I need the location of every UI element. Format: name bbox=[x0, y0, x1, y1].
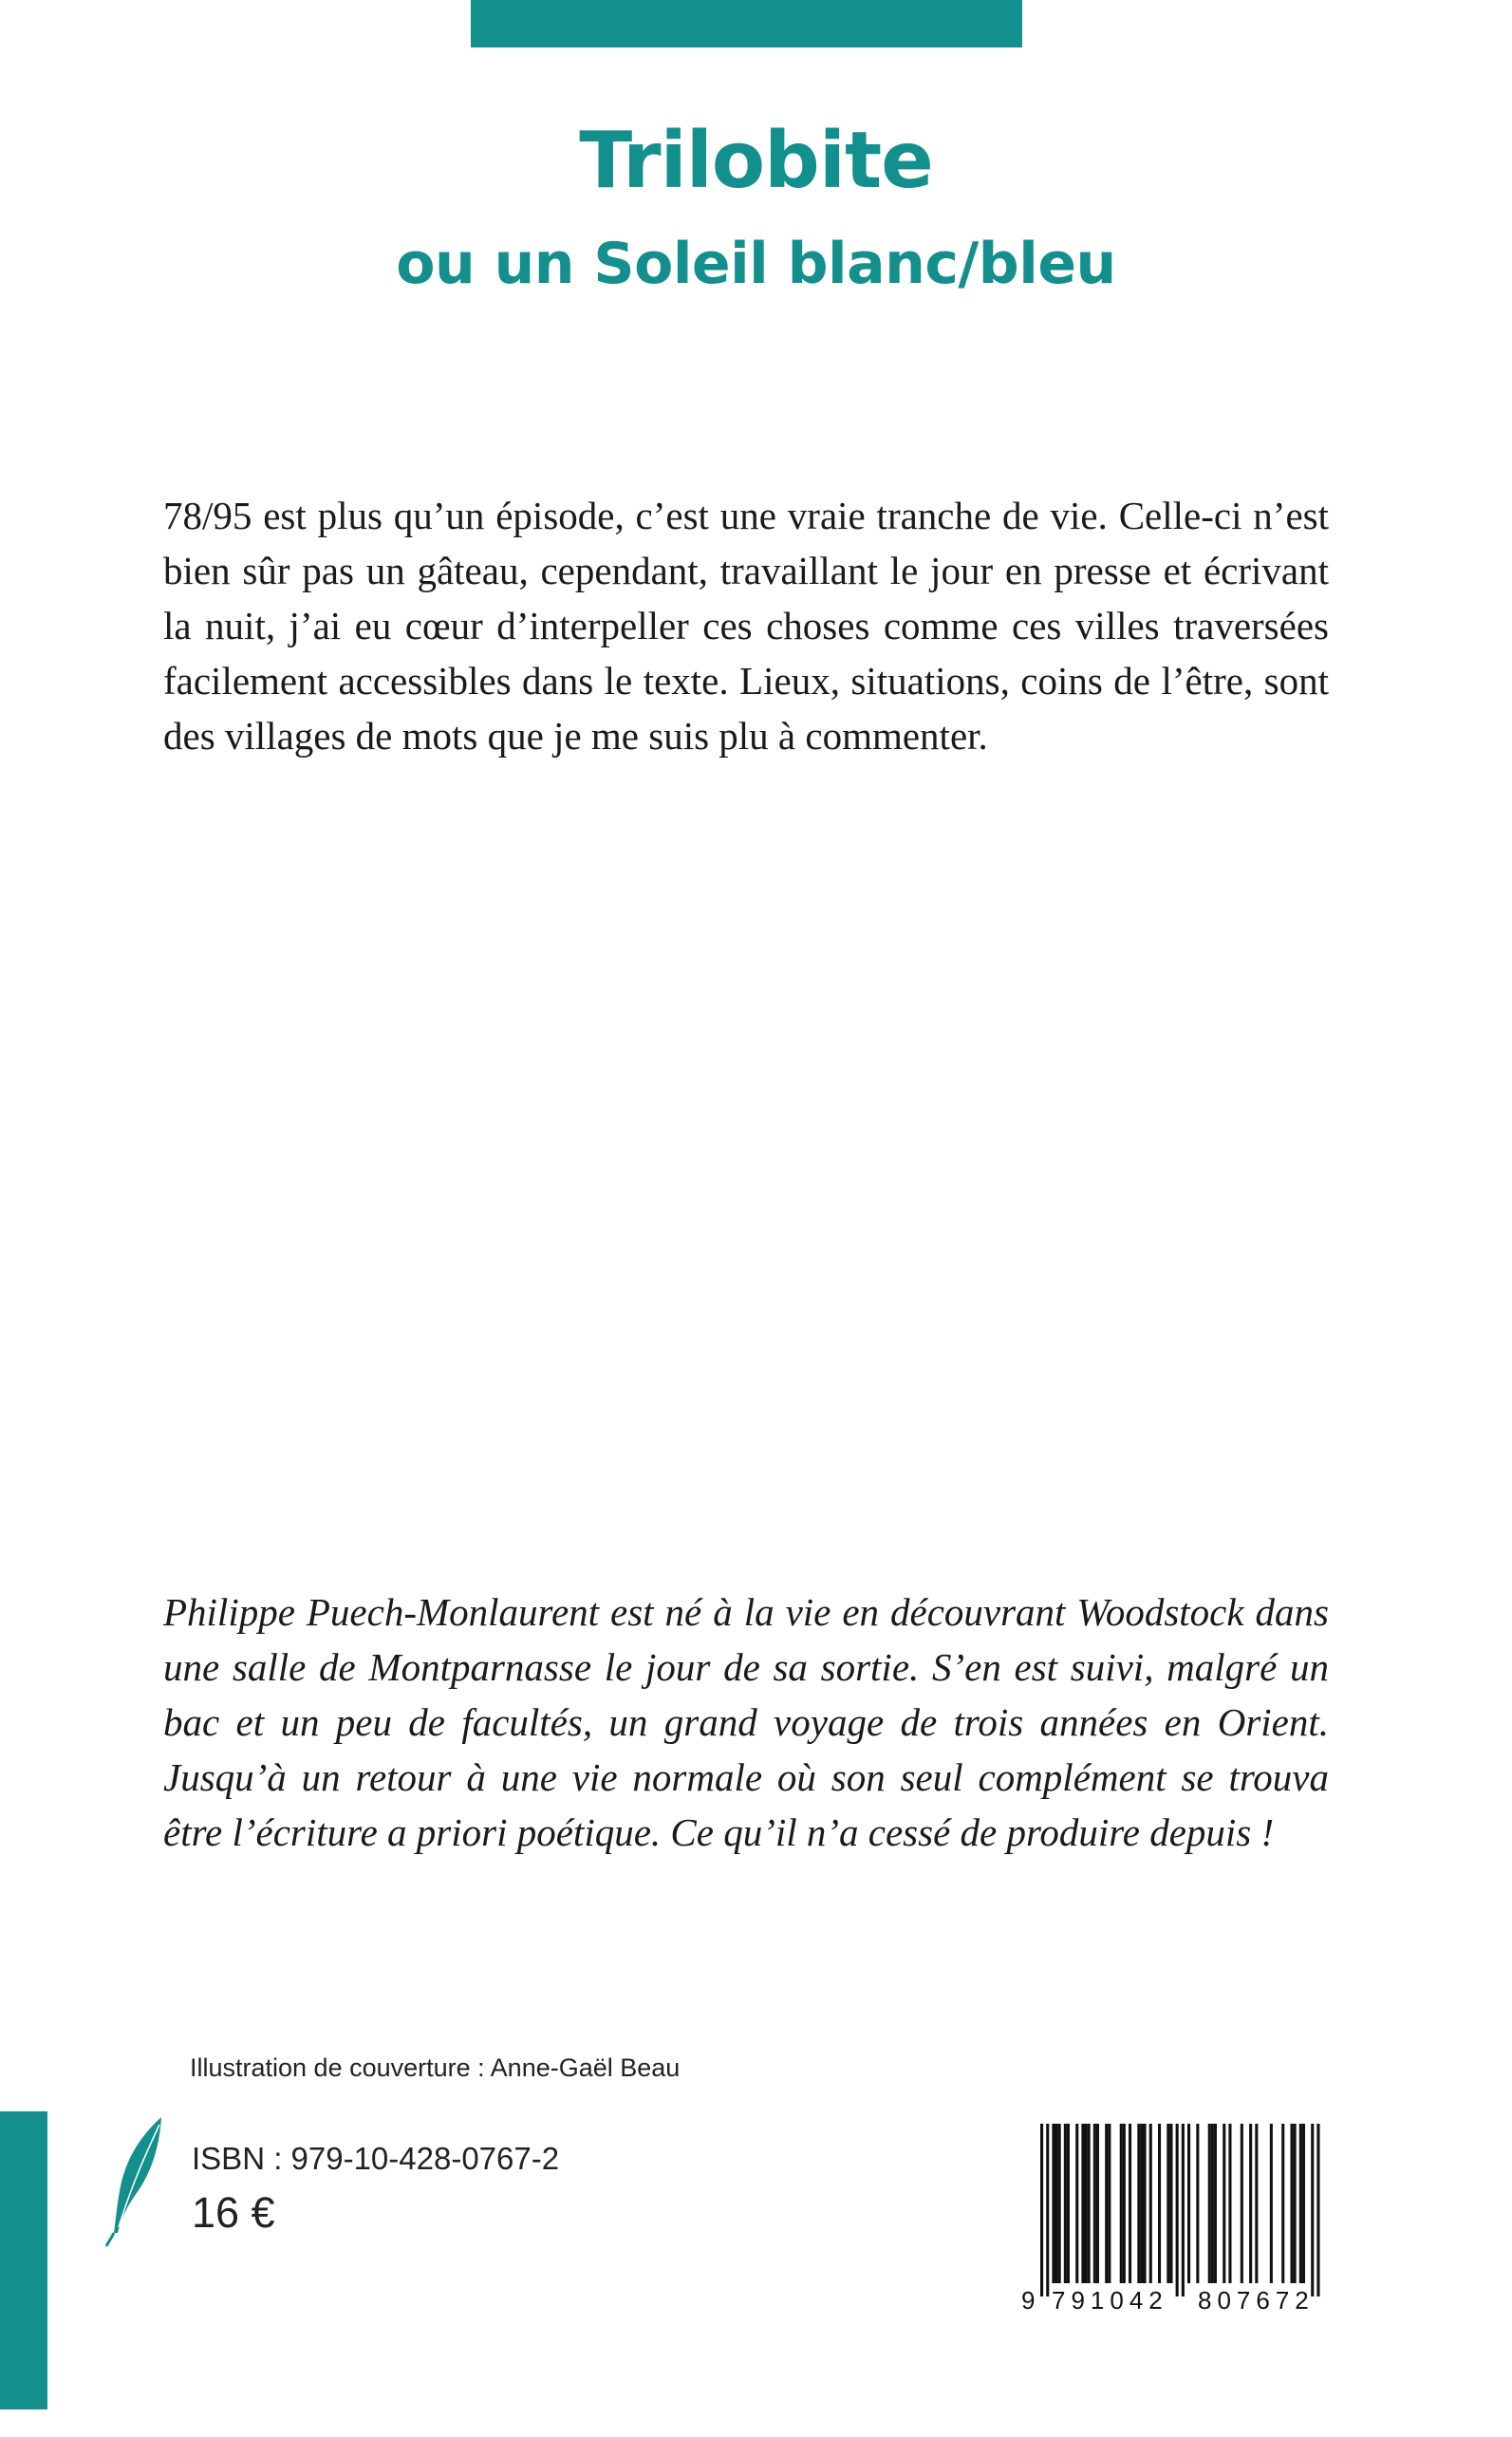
barcode-bar bbox=[1096, 2124, 1099, 2283]
barcode-bar bbox=[1140, 2124, 1143, 2283]
barcode-bar bbox=[1055, 2124, 1058, 2283]
barcode-bar bbox=[1075, 2124, 1078, 2283]
barcode-bar bbox=[1176, 2124, 1179, 2296]
book-title: Trilobite bbox=[579, 116, 933, 206]
barcode-bar bbox=[1064, 2124, 1067, 2283]
barcode-bar bbox=[1214, 2124, 1217, 2283]
barcode-bar bbox=[1123, 2124, 1126, 2283]
barcode-bar bbox=[1158, 2124, 1161, 2283]
barcode bbox=[1021, 2118, 1329, 2323]
barcode-bar bbox=[1311, 2124, 1314, 2296]
barcode-bar bbox=[1144, 2124, 1147, 2283]
barcode-bar bbox=[1187, 2124, 1190, 2283]
barcode-bar bbox=[1149, 2124, 1152, 2283]
barcode-bar bbox=[1291, 2124, 1294, 2283]
book-blurb: 78/95 est plus qu’un épisode, c’est une vraie tranche de vie. Celle-ci n’est bien sûr pas un gâteau, cependant, travaillant le jour en presse et écrivant la nuit, j’ai eu cœur d’interpeller ces choses comme ces villes traversées facilement accessibles dans le texte. Lieux, situations, coins de l’être, sont des villages de mots que je me suis plu à commenter. bbox=[163, 494, 1329, 758]
barcode-first-digit: 9 bbox=[1021, 2286, 1036, 2315]
barcode-bar bbox=[1182, 2124, 1185, 2296]
barcode-bar bbox=[1196, 2124, 1199, 2283]
barcode-bar bbox=[1316, 2124, 1319, 2296]
barcode-bar bbox=[1211, 2124, 1214, 2283]
barcode-bar bbox=[1052, 2124, 1055, 2283]
barcode-bar bbox=[1105, 2124, 1108, 2283]
barcode-bar bbox=[1208, 2124, 1211, 2283]
barcode-bar bbox=[1081, 2124, 1084, 2283]
top-accent-bar bbox=[471, 0, 1022, 47]
barcode-bar bbox=[1169, 2124, 1172, 2283]
barcode-bar bbox=[1120, 2124, 1123, 2283]
barcode-bar bbox=[1270, 2124, 1273, 2283]
price-text: 16 € bbox=[192, 2188, 275, 2237]
feather-quill-icon bbox=[104, 2115, 171, 2248]
barcode-bar bbox=[1299, 2124, 1302, 2283]
barcode-bar bbox=[1067, 2124, 1070, 2283]
side-accent-bar bbox=[0, 2111, 47, 2409]
barcode-right-group: 807672 bbox=[1198, 2286, 1315, 2315]
barcode-bar bbox=[1058, 2124, 1061, 2283]
barcode-bar bbox=[1137, 2124, 1140, 2283]
barcode-bar bbox=[1040, 2124, 1043, 2296]
barcode-left-group: 791042 bbox=[1052, 2286, 1168, 2315]
barcode-bar bbox=[1281, 2124, 1284, 2283]
barcode-bar bbox=[1093, 2124, 1096, 2283]
illustration-credit: Illustration de couverture : Anne-Gaël Beau bbox=[190, 2053, 681, 2082]
barcode-bar bbox=[1302, 2124, 1305, 2283]
barcode-bar bbox=[1241, 2124, 1243, 2283]
author-bio: Philippe Puech-Monlaurent est né à la vie en découvrant Woodstock dans une salle de Montparnasse le jour de sa sortie. S’en est suivi, malgré un bac et un peu de facultés, un grand voyage de trois années en Orient. Jusqu’à un retour à une vie normale où son seul complément se trouva être l’écriture a priori poétique. Ce qu’il n’a cessé de produire depuis ! bbox=[163, 1590, 1329, 1854]
isbn-text: ISBN : 979-10-428-0767-2 bbox=[192, 2141, 560, 2176]
barcode-bar bbox=[1255, 2124, 1258, 2283]
barcode-bar bbox=[1223, 2124, 1225, 2283]
barcode-bar bbox=[1085, 2124, 1088, 2283]
barcode-bar bbox=[1108, 2124, 1111, 2283]
barcode-digits bbox=[1021, 2285, 1329, 2437]
barcode-bar bbox=[1228, 2124, 1231, 2283]
barcode-bar bbox=[1046, 2124, 1049, 2296]
book-subtitle: ou un Soleil blanc/bleu bbox=[396, 231, 1116, 297]
barcode-bar bbox=[1294, 2124, 1297, 2283]
barcode-bar bbox=[1088, 2124, 1091, 2283]
barcode-bar bbox=[1249, 2124, 1252, 2283]
barcode-bar bbox=[1129, 2124, 1131, 2283]
barcode-bar bbox=[1167, 2124, 1169, 2283]
